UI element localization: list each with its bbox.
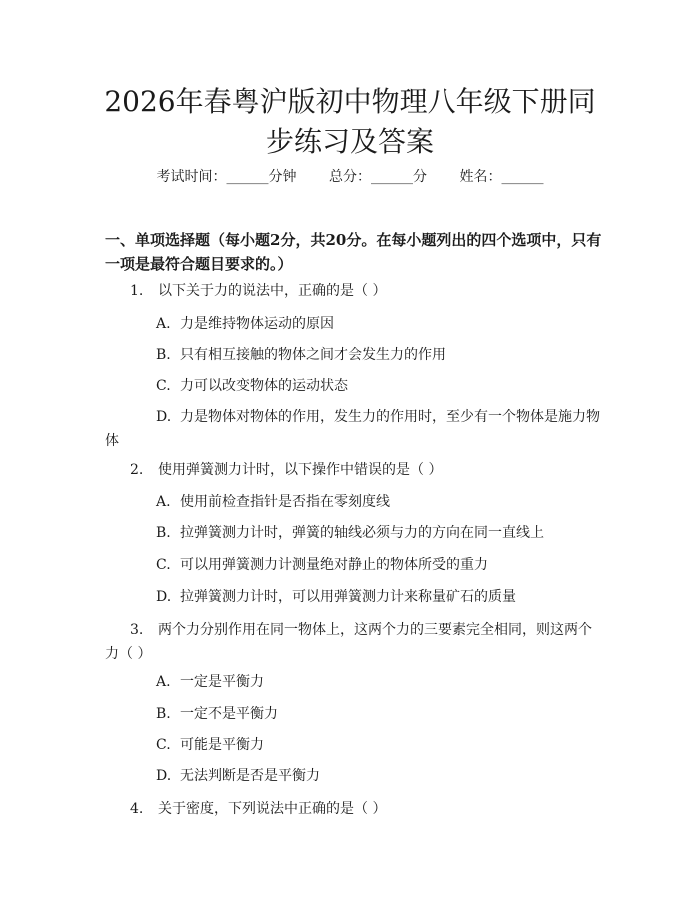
question-1	[105, 279, 605, 303]
option-text: 可能是平衡力	[180, 737, 264, 753]
exam-info	[0, 167, 700, 187]
question-number: 4.	[130, 801, 144, 817]
option-1b	[105, 343, 605, 367]
question-text: 关于密度，下列说法中正确的是（ ）	[158, 801, 387, 817]
option-2c	[105, 553, 605, 577]
option-letter: A.	[156, 674, 171, 690]
question-number: 3.	[130, 622, 144, 638]
option-letter: D.	[156, 768, 172, 784]
option-text: 可以用弹簧测力计测量绝对静止的物体所受的重力	[180, 557, 488, 573]
question-2	[105, 458, 605, 482]
question-number: 1.	[130, 283, 144, 299]
option-3d	[105, 764, 605, 788]
option-3a	[105, 670, 605, 694]
option-2d	[105, 585, 605, 609]
document-title: 2026年春粤沪版初中物理八年级下册同步练习及答案	[104, 85, 596, 158]
option-text: 拉弹簧测力计时，弹簧的轴线必须与力的方向在同一直线上	[180, 525, 544, 541]
option-2a	[105, 490, 605, 514]
option-text: 使用前检查指针是否指在零刻度线	[180, 494, 390, 510]
question-text: 以下关于力的说法中，正确的是（ ）	[158, 283, 387, 299]
option-2b	[105, 521, 605, 545]
option-text: 只有相互接触的物体之间才会发生力的作用	[180, 347, 446, 363]
question-4	[105, 797, 605, 821]
question-3	[105, 618, 605, 666]
option-text: 力是物体对物体的作用，发生力的作用时，至少有一个物体是施力物体	[105, 409, 600, 449]
option-text: 力可以改变物体的运动状态	[180, 378, 348, 394]
exam-score: 总分：______分	[329, 169, 427, 185]
question-number: 2.	[130, 462, 144, 478]
student-name: 姓名：______	[459, 169, 544, 185]
option-1a	[105, 312, 605, 336]
option-letter: B.	[156, 347, 171, 363]
option-text: 无法判断是否是平衡力	[180, 768, 320, 784]
exam-time: 考试时间：______分钟	[156, 169, 297, 185]
option-letter: D.	[156, 589, 172, 605]
option-letter: C.	[156, 557, 171, 573]
option-text: 拉弹簧测力计时，可以用弹簧测力计来称量矿石的质量	[180, 589, 516, 605]
option-letter: A.	[156, 316, 171, 332]
option-1c	[105, 374, 605, 398]
option-letter: D.	[156, 409, 172, 425]
question-text: 使用弹簧测力计时，以下操作中错误的是（ ）	[158, 462, 443, 478]
option-letter: C.	[156, 378, 171, 394]
option-3b	[105, 702, 605, 726]
option-text: 力是维持物体运动的原因	[180, 316, 334, 332]
option-letter: B.	[156, 706, 171, 722]
question-text: 两个力分别作用在同一物体上，这两个力的三要素完全相同，则这两个力（ ）	[105, 622, 592, 662]
option-letter: C.	[156, 737, 171, 753]
option-text: 一定是平衡力	[180, 674, 264, 690]
option-letter: A.	[156, 494, 171, 510]
option-text: 一定不是平衡力	[180, 706, 278, 722]
option-3c	[105, 733, 605, 757]
option-letter: B.	[156, 525, 171, 541]
option-1d	[105, 405, 605, 453]
section-heading: 一、单项选择题（每小题2分，共20分。在每小题列出的四个选项中，只有一项是最符合题目要求的。）	[105, 231, 602, 273]
